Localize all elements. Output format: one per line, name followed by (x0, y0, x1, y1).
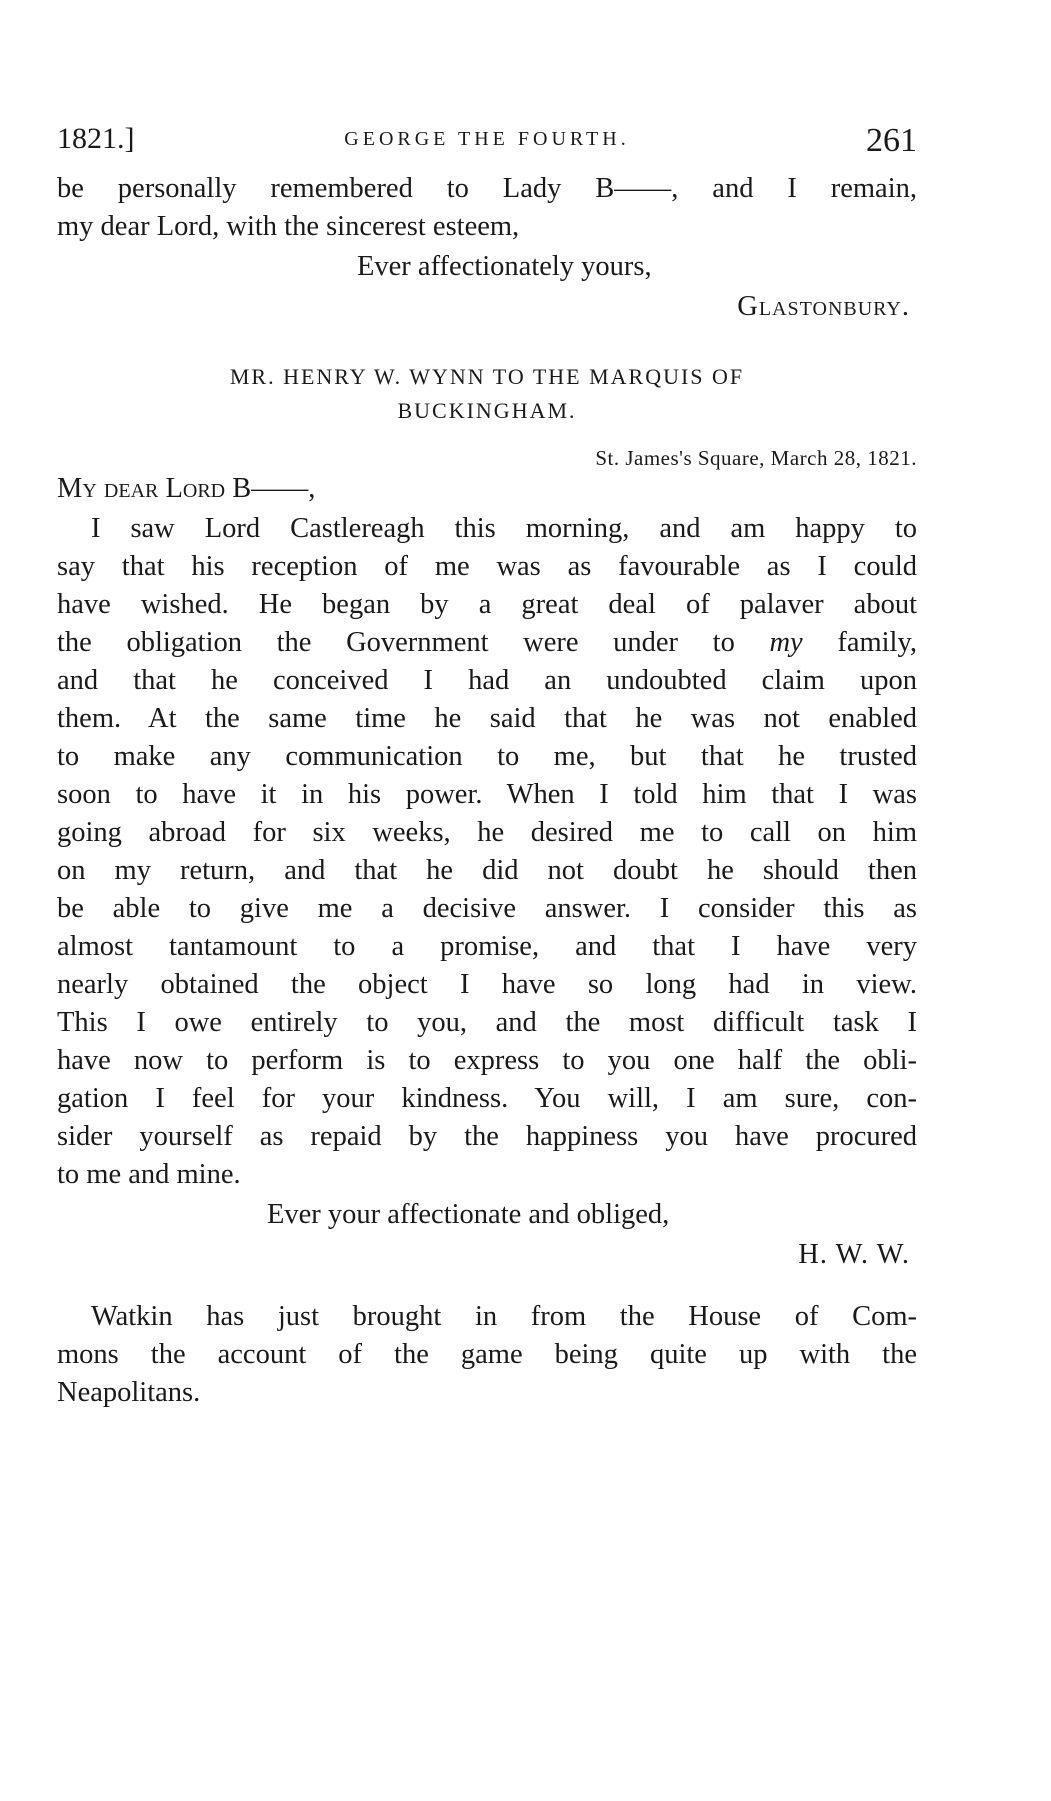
body-line: have wished. He began by a great deal of palaver about (57, 589, 917, 620)
body-line: sider yourself as repaid by the happiness you have procured (57, 1121, 917, 1152)
running-head-title: GEORGE THE FOURTH. (344, 128, 630, 150)
postscript-line: Watkin has just brought in from the House of Com- (91, 1301, 917, 1332)
body-line: be able to give me a decisive answer. I consider this as (57, 893, 917, 924)
body-line: This I owe entirely to you, and the most difficult task I (57, 1007, 917, 1038)
letter-salutation: My dear Lord B——, (57, 473, 316, 504)
letter-signature: H. W. W. (798, 1239, 910, 1270)
postscript-line: mons the account of the game being quite up with the (57, 1339, 917, 1370)
body-line: I saw Lord Castlereagh this morning, and am happy to (91, 513, 917, 544)
letter-dateline: St. James's Square, March 28, 1821. (595, 446, 917, 470)
body-line: to me and mine. (57, 1159, 241, 1190)
body-line: nearly obtained the object I have so long had in view. (57, 969, 917, 1000)
letter-signature: Glastonbury. (737, 291, 910, 322)
running-head-year: 1821.] (57, 122, 135, 155)
letter-heading-line1: MR. HENRY W. WYNN TO THE MARQUIS OF (229, 364, 745, 389)
body-text: the obligation the Government were under to (57, 627, 735, 658)
body-line: to make any communication to me, but that he trusted (57, 741, 917, 772)
body-line: soon to have it in his power. When I told him that I was (57, 779, 917, 810)
body-text: family, (837, 627, 917, 658)
body-line (57, 624, 917, 662)
body-line: almost tantamount to a promise, and that I have very (57, 931, 917, 962)
body-line: say that his reception of me was as favourable as I could (57, 551, 917, 582)
letter-closing: Ever affectionately yours, (357, 251, 652, 282)
body-line: going abroad for six weeks, he desired me to call on him (57, 817, 917, 848)
book-page (57, 0, 917, 1801)
body-line: gation I feel for your kindness. You will, I am sure, con- (57, 1083, 917, 1114)
letter-closing: Ever your affectionate and obliged, (267, 1199, 670, 1230)
italic-word: my (769, 627, 803, 658)
text-line: be personally remembered to Lady B——, and I remain, (57, 173, 917, 204)
body-line: and that he conceived I had an undoubted claim upon (57, 665, 917, 696)
body-line: them. At the same time he said that he was not enabled (57, 703, 917, 734)
postscript-line: Neapolitans. (57, 1377, 201, 1408)
page-number: 261 (866, 122, 917, 159)
body-line: on my return, and that he did not doubt he should then (57, 855, 917, 886)
running-head (57, 122, 917, 162)
body-line: have now to perform is to express to you one half the obli- (57, 1045, 917, 1076)
text-line: my dear Lord, with the sincerest esteem, (57, 211, 520, 242)
letter-heading-line2: BUCKINGHAM. (397, 398, 577, 423)
